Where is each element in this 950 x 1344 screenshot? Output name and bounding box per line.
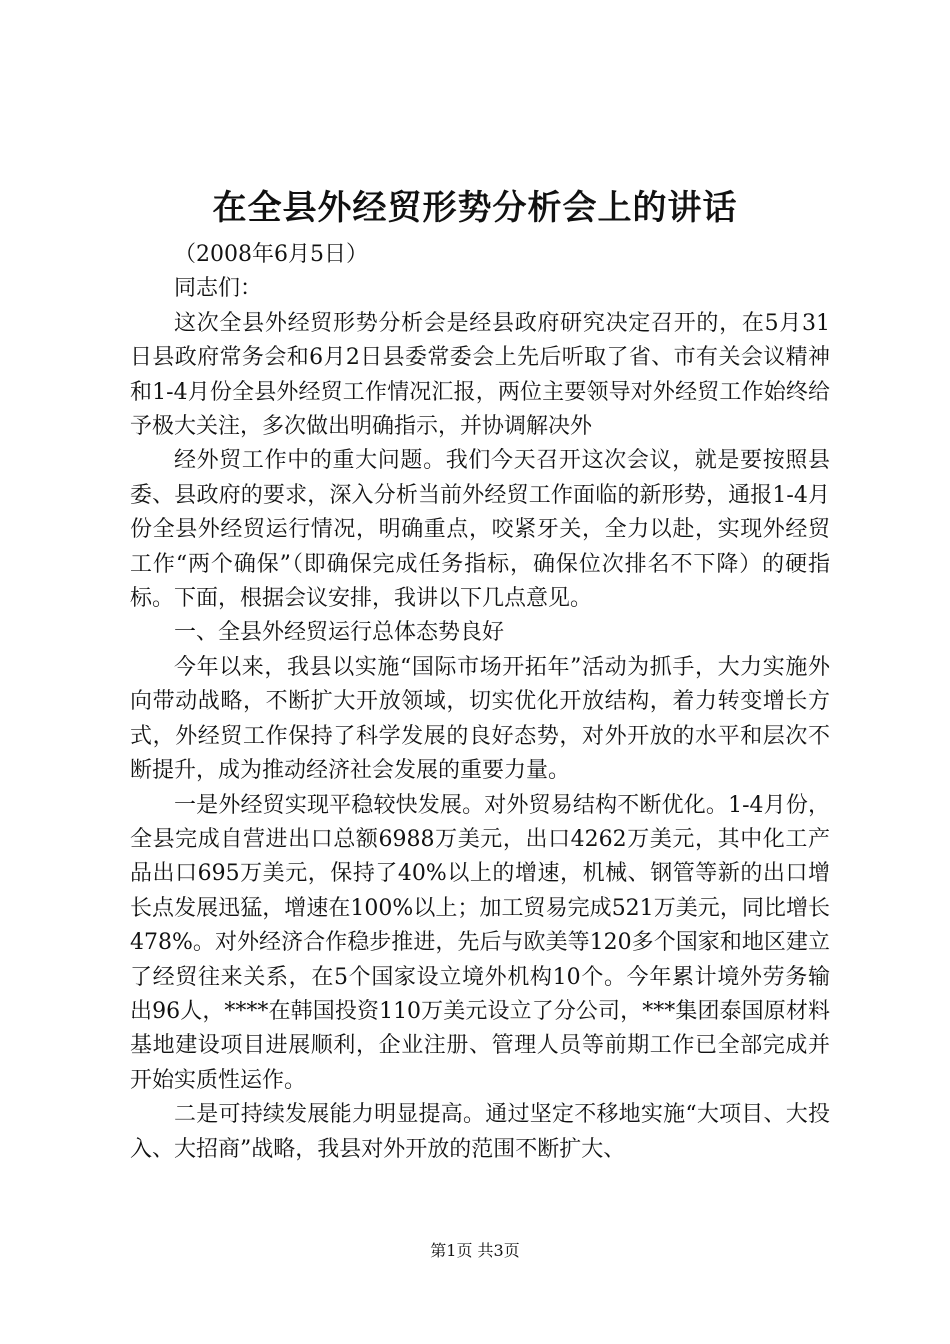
paragraph: 二是可持续发展能力明显提高。通过坚定不移地实施“大项目、大投入、大招商”战略，我县对外开放的范围不断扩大、 xyxy=(130,1102,830,1162)
salutation: 同志们： xyxy=(174,276,263,302)
paragraph: 这次全县外经贸形势分析会是经县政府研究决定召开的，在5月31日县政府常务会和6月2日县委常委会上先后听取了省、市有关会议精神和1-4月份全县外经贸工作情况汇报，两位主要领导对外经贸工作始终给予极大关注，多次做出明确指示，并协调解决外 xyxy=(130,310,830,440)
section-heading: 一、全县外经贸运行总体态势良好 xyxy=(174,620,505,646)
document-body xyxy=(130,238,830,1167)
page-number: 第1页 共3页 xyxy=(430,1241,520,1260)
document-title: 在全县外经贸形势分析会上的讲话 xyxy=(212,188,738,228)
speech-date: （2008年6月5日） xyxy=(174,242,368,267)
paragraph: 一是外经贸实现平稳较快发展。对外贸易结构不断优化。1-4月份，全县完成自营进出口总额6988万美元，出口4262万美元，其中化工产品出口695万美元，保持了40%以上的增速，机械、钢管等新的出口增长点发展迅猛，增速在100%以上；加工贸易完成521万美元，同比增长478%。对外经济合作稳步推进，先后与欧美等120多个国家和地区建立了经贸往来关系，在5个国家设立境外机构10个。今年累计境外劳务输出96人，****在韩国投资110万美元设立了分公司，***集团泰国原材料基地建设项目进展顺利，企业注册、管理人员等前期工作已全部完成并开始实质性运作。 xyxy=(130,792,830,1093)
paragraph: 经外贸工作中的重大问题。我们今天召开这次会议，就是要按照县委、县政府的要求，深入分析当前外经贸工作面临的新形势，通报1-4月份全县外经贸运行情况，明确重点，咬紧牙关，全力以赴，实现外经贸工作“两个确保”（即确保完成任务指标，确保位次排名不下降）的硬指标。下面，根据会议安排，我讲以下几点意见。 xyxy=(130,448,830,612)
paragraph: 今年以来，我县以实施“国际市场开拓年”活动为抓手，大力实施外向带动战略，不断扩大开放领域，切实优化开放结构，着力转变增长方式，外经贸工作保持了科学发展的良好态势，对外开放的水平和层次不断提升，成为推动经济社会发展的重要力量。 xyxy=(130,654,830,784)
